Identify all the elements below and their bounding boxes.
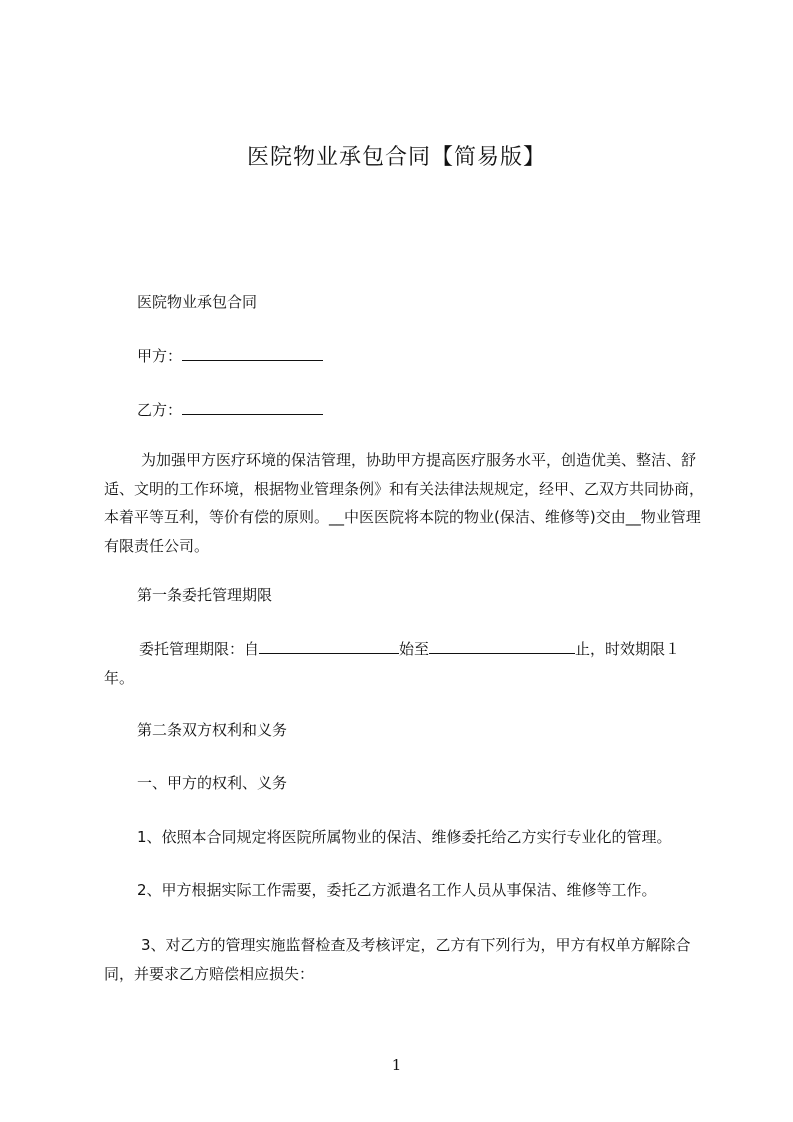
article-1-heading: 第一条委托管理期限 [137,586,273,604]
term-line [139,638,680,659]
term-end-blank [429,638,575,654]
contract-subtitle: 医院物业承包合同 [137,293,258,311]
party-a-blank [182,345,323,361]
term-prefix: 委托管理期限：自 [139,640,260,658]
clause-item-1: 1、依照本合同规定将医院所属物业的保洁、维修委托给乙方实行专业化的管理。 [137,828,672,846]
party-b-blank [182,399,323,415]
party-b-line [137,399,323,420]
term-suffix: 止，时效期限１ [575,640,681,658]
party-b-label: 乙方： [137,401,183,419]
article-2-heading: 第二条双方权利和义务 [137,721,288,739]
term-start-blank [259,638,399,654]
party-a-line [137,345,323,366]
document-title: 医院物业承包合同【简易版】 [246,145,546,170]
term-continuation: 年。 [104,669,135,687]
clause-item-2: 2、甲方根据实际工作需要，委托乙方派遣名工作人员从事保洁、维修等工作。 [137,881,657,899]
term-middle: 始至 [399,640,430,658]
clause-item-3: 3、对乙方的管理实施监督检查及考核评定，乙方有下列行为，甲方有权单方解除合同，并要求乙方赔偿相应损失： [104,936,691,983]
page-number: 1 [391,1056,402,1074]
section-1-heading: 一、甲方的权利、义务 [137,774,288,792]
party-a-label: 甲方： [137,347,183,365]
intro-paragraph: 为加强甲方医疗环境的保洁管理，协助甲方提高医疗服务水平，创造优美、整洁、舒适、文明的工作环境，根据物业管理条例》和有关法律法规规定，经甲、乙双方共同协商，本着平等互利，等价有偿的原则。__中医医院将本院的物业(保洁、维修等)交由__物业管理有限责任公司。 [104,451,705,555]
